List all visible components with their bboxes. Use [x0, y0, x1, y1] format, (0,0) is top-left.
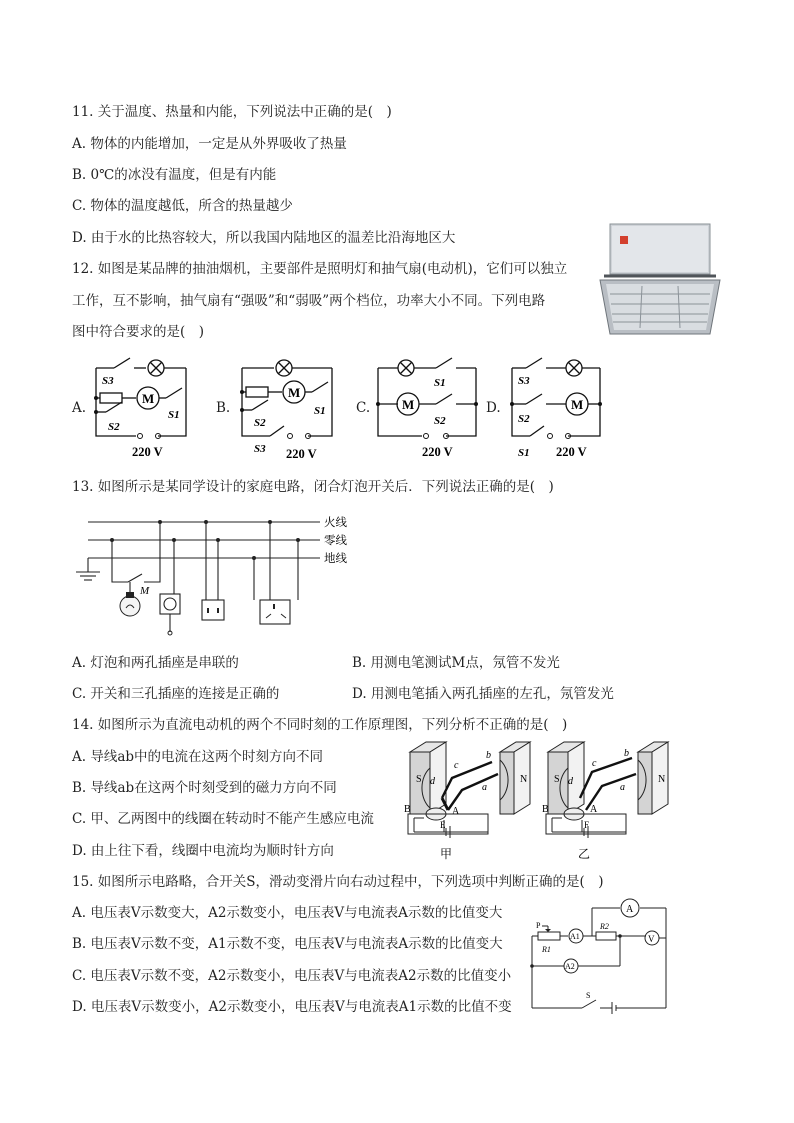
- q14-yi-pole-s: S: [554, 774, 560, 785]
- q15-stem: 15. 如图所示电路略，合开关S，滑动变滑片向右动过程中，下列选项中判断正确的是( ): [72, 874, 604, 890]
- q15-slider-p: P: [536, 921, 541, 930]
- q15-ammeter-a: A: [626, 904, 634, 915]
- q15-circuit: [526, 896, 672, 1018]
- q12-circuit-b: [232, 352, 342, 464]
- q11-option-c: C. 物体的温度越低，所含的热量越少: [72, 198, 293, 214]
- q13-household-circuit: [74, 510, 364, 644]
- q14-yi-d: d: [568, 776, 573, 787]
- q12-c-motor: M: [402, 397, 415, 412]
- q14-jia-E: E: [440, 820, 446, 830]
- q14-jia-c: c: [454, 760, 459, 771]
- q12-b-s1: S1: [314, 405, 326, 417]
- q12-stem-line2: 工作，互不影响，抽气扇有“强吸”和“弱吸”两个档位，功率大小不同。下列电路: [72, 293, 546, 309]
- range-hood-image: [598, 222, 722, 340]
- q14-yi-c: c: [592, 758, 597, 769]
- q12-a-voltage: 220 V: [132, 445, 163, 459]
- light-bulb-icon: [120, 592, 140, 616]
- q14-stem: 14. 如图所示为直流电动机的两个不同时刻的工作原理图，下列分析不正确的是( ): [72, 717, 568, 733]
- q13-option-d: D. 用测电笔插入两孔插座的左孔，氖管发光: [352, 686, 614, 702]
- q14-yi-pole-n: N: [658, 774, 666, 785]
- q14-option-a: A. 导线ab中的电流在这两个时刻方向不同: [72, 749, 324, 765]
- q15-resistor-r1: R1: [542, 945, 551, 954]
- q14-jia-B: B: [404, 804, 411, 815]
- q14-yi-F: F: [584, 820, 590, 830]
- q12-b-motor: M: [288, 385, 301, 400]
- q12-label-a: A.: [72, 400, 87, 416]
- q12-d-voltage: 220 V: [556, 445, 587, 459]
- q15-option-b: B. 电压表V示数不变，A1示数不变，电压表V与电流表A示数的比值变大: [72, 936, 503, 952]
- hood-logo-icon: [620, 236, 628, 244]
- q14-option-c: C. 甲、乙两图中的线圈在转动时不能产生感应电流: [72, 811, 374, 827]
- q13-neutral-wire: 零线: [324, 535, 347, 547]
- q12-d-s1: S1: [518, 447, 530, 459]
- q11-stem: 11. 关于温度、热量和内能，下列说法中正确的是( ): [72, 104, 392, 120]
- q15-resistor-r2: R2: [600, 922, 609, 931]
- q12-c-s2: S2: [434, 415, 446, 427]
- q15-ammeter-a1: A1: [570, 932, 580, 941]
- q14-jia-a: a: [482, 782, 487, 793]
- q12-d-s2: S2: [518, 413, 530, 425]
- q14-yi-a: a: [620, 782, 625, 793]
- q14-fig-label-yi: 乙: [578, 847, 591, 861]
- q13-point-m: M: [140, 585, 150, 597]
- q14-yi-b: b: [624, 748, 629, 759]
- q13-stem: 13. 如图所示是某同学设计的家庭电路，闭合灯泡开关后．下列说法正确的是( ): [72, 479, 554, 495]
- q14-jia-b: b: [486, 750, 491, 761]
- q12-a-s1: S1: [168, 409, 180, 421]
- q13-live-wire: 火线: [324, 517, 347, 529]
- q12-stem-line3: 图中符合要求的是( ): [72, 324, 205, 340]
- q12-c-s1: S1: [434, 377, 446, 389]
- q15-voltmeter-v: V: [648, 934, 655, 944]
- q15-option-a: A. 电压表V示数变大，A2示数变小，电压表V与电流表A示数的比值变大: [72, 905, 503, 921]
- q13-option-b: B. 用测电笔测试M点，氖管不发光: [352, 655, 560, 671]
- q12-label-d: D.: [486, 400, 501, 416]
- q14-fig-label-jia: 甲: [440, 847, 453, 861]
- q14-motor-figure-jia: [402, 738, 534, 864]
- q12-stem-line1: 12. 如图是某品牌的抽油烟机，主要部件是照明灯和抽气扇(电动机)，它们可以独立: [72, 261, 568, 277]
- q12-b-s2: S2: [254, 417, 266, 429]
- q11-option-b: B. 0℃的冰没有温度，但是有内能: [72, 167, 277, 183]
- q13-option-c: C. 开关和三孔插座的连接是正确的: [72, 686, 280, 702]
- q14-jia-pole-s: S: [416, 774, 422, 785]
- q12-a-motor: M: [142, 391, 155, 406]
- q12-a-s2: S2: [108, 421, 120, 433]
- q14-jia-d: d: [430, 776, 435, 787]
- q15-ammeter-a2: A2: [565, 962, 575, 971]
- q12-d-motor: M: [571, 397, 584, 412]
- q14-motor-figure-yi: [540, 738, 672, 864]
- q13-option-a: A. 灯泡和两孔插座是串联的: [72, 655, 239, 671]
- q15-switch-s: S: [586, 991, 591, 1000]
- q12-label-c: C.: [356, 400, 371, 416]
- q15-option-c: C. 电压表V示数不变，A2示数变小，电压表V与电流表A2示数的比值变小: [72, 968, 512, 984]
- q14-yi-B: B: [542, 804, 549, 815]
- q12-circuit-c: [372, 352, 482, 464]
- q12-b-s3: S3: [254, 443, 266, 455]
- q12-circuit-d: [502, 352, 612, 464]
- q14-jia-pole-n: N: [520, 774, 528, 785]
- q14-yi-A: A: [590, 804, 598, 815]
- q12-d-s3: S3: [518, 375, 530, 387]
- q11-option-d: D. 由于水的比热容较大，所以我国内陆地区的温差比沿海地区大: [72, 230, 456, 246]
- q15-option-d: D. 电压表V示数变小，A2示数变小，电压表V与电流表A1示数的比值不变: [72, 999, 512, 1015]
- q14-option-d: D. 由上往下看，线圈中电流均为顺时针方向: [72, 843, 334, 859]
- q14-option-b: B. 导线ab在这两个时刻受到的磁力方向不同: [72, 780, 337, 796]
- q12-c-voltage: 220 V: [422, 445, 453, 459]
- q12-a-s3: S3: [102, 375, 114, 387]
- q11-option-a: A. 物体的内能增加，一定是从外界吸收了热量: [72, 136, 347, 152]
- q12-b-voltage: 220 V: [286, 447, 317, 461]
- q13-ground-wire: 地线: [324, 553, 347, 565]
- q14-jia-A: A: [452, 806, 460, 817]
- q12-label-b: B.: [216, 400, 231, 416]
- q12-circuit-a: [86, 352, 196, 464]
